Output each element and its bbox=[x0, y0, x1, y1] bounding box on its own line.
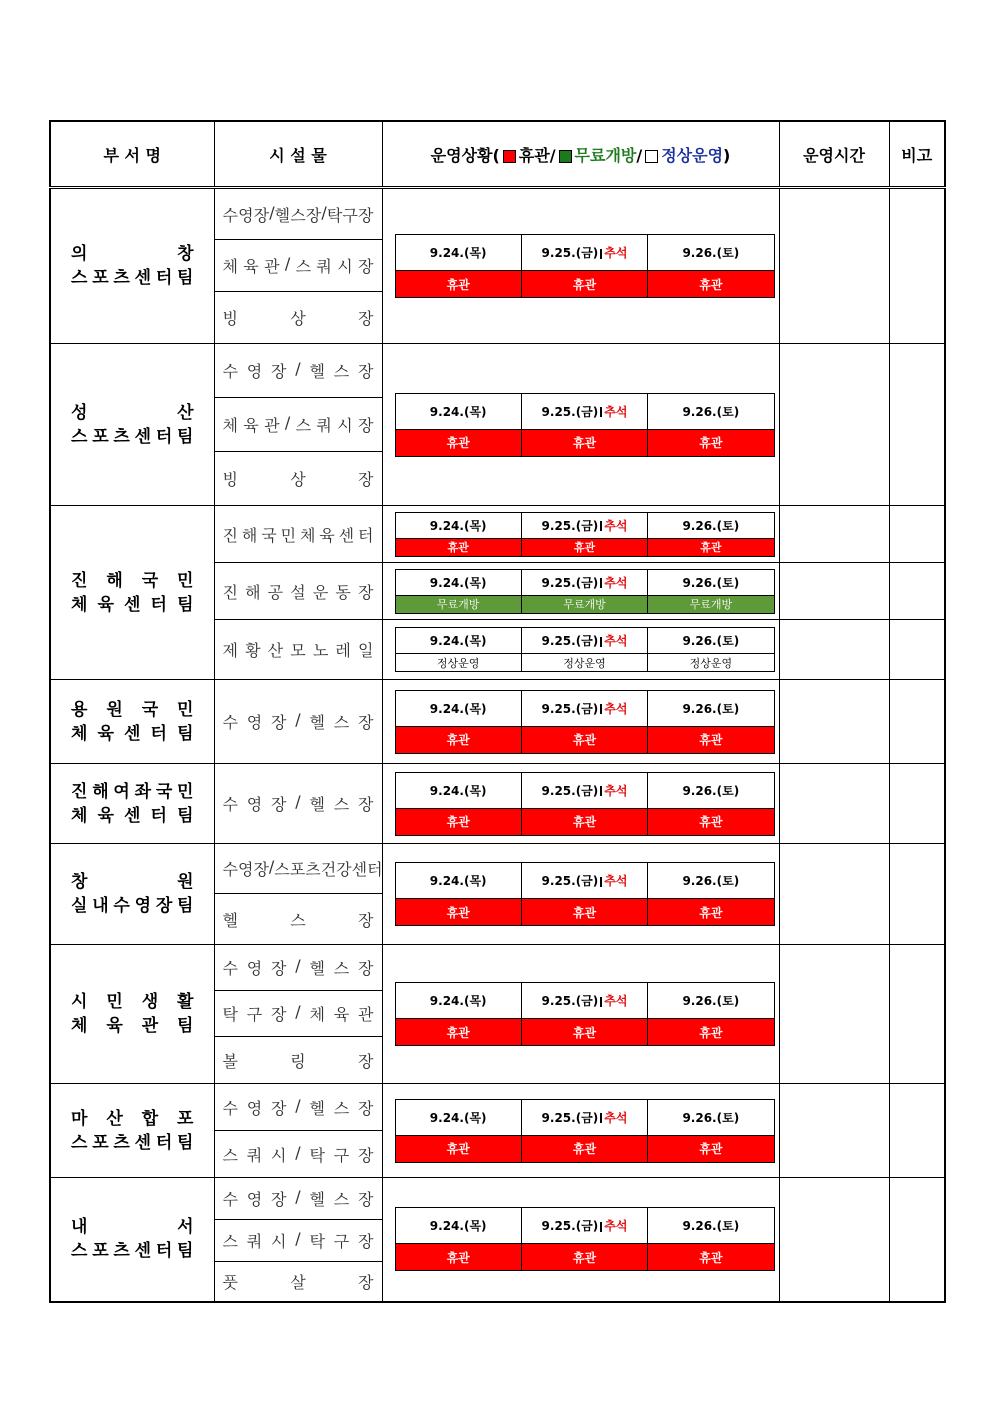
holiday-text: 추석 bbox=[604, 701, 628, 716]
status-cell: 휴관 bbox=[395, 808, 521, 835]
date-cell: 9.26.(토) bbox=[648, 393, 774, 429]
note-cell bbox=[889, 844, 945, 945]
facility-cell: 수 영 장 / 헬 스 장 bbox=[214, 344, 382, 398]
facility-cell: 진 해 국 민 체 육 센 터 bbox=[214, 506, 382, 563]
hours-cell bbox=[779, 680, 889, 764]
date-text: 9.25.(금) bbox=[541, 518, 599, 533]
dept-cell bbox=[50, 1178, 214, 1302]
date-cell bbox=[521, 690, 647, 726]
date-cell: 9.26.(토) bbox=[648, 690, 774, 726]
hours-cell bbox=[779, 844, 889, 945]
header-dept: 부 서 명 bbox=[50, 121, 214, 188]
holiday-text: 추석 bbox=[604, 634, 628, 648]
date-cell: 9.26.(토) bbox=[648, 1099, 774, 1135]
date-cell bbox=[521, 628, 647, 654]
header-facility: 시 설 물 bbox=[214, 121, 382, 188]
dept-line-1: 마 산 합 포 bbox=[71, 1108, 194, 1129]
facility-cell: 수 영 장 / 헬 스 장 bbox=[214, 764, 382, 844]
divider-bar bbox=[600, 407, 602, 417]
hours-cell bbox=[779, 563, 889, 620]
date-cell: 9.24.(목) bbox=[395, 569, 521, 595]
divider-bar bbox=[600, 249, 602, 259]
facility-cell: 스 쿼 시 / 탁 구 장 bbox=[214, 1131, 382, 1178]
note-cell bbox=[889, 1084, 945, 1178]
date-cell bbox=[521, 235, 647, 271]
dept-cell bbox=[50, 764, 214, 844]
facility-cell: 수 영 장 / 헬 스 장 bbox=[214, 945, 382, 991]
status-cell-wrap bbox=[382, 1084, 779, 1178]
divider-bar bbox=[600, 704, 602, 714]
dept-cell bbox=[50, 680, 214, 764]
date-cell bbox=[521, 569, 647, 595]
facility-cell: 수 영 장 / 헬 스 장 bbox=[214, 1178, 382, 1220]
free-legend-square-icon bbox=[559, 150, 572, 163]
status-mini-table bbox=[395, 234, 775, 298]
date-cell: 9.26.(토) bbox=[648, 235, 774, 271]
date-cell bbox=[521, 1099, 647, 1135]
facility-cell: 수 영 장 / 스 포 츠 건 강 센 터 bbox=[214, 844, 382, 894]
hours-cell bbox=[779, 344, 889, 506]
holiday-text: 추석 bbox=[604, 1110, 628, 1125]
holiday-text: 추석 bbox=[604, 518, 628, 533]
hours-cell bbox=[779, 188, 889, 344]
date-cell: 9.24.(목) bbox=[395, 1099, 521, 1135]
table-header-row bbox=[50, 121, 945, 188]
hours-cell bbox=[779, 1178, 889, 1302]
date-text: 9.25.(금) bbox=[541, 1219, 599, 1234]
status-cell: 무료개방 bbox=[521, 595, 647, 613]
header-hours: 운영시간 bbox=[779, 121, 889, 188]
hours-cell bbox=[779, 506, 889, 563]
date-text: 9.25.(금) bbox=[541, 994, 599, 1008]
status-cell: 휴관 bbox=[521, 899, 647, 926]
date-text: 9.25.(금) bbox=[541, 701, 599, 716]
status-cell-wrap bbox=[382, 620, 779, 680]
divider-bar bbox=[600, 877, 602, 887]
date-cell: 9.24.(목) bbox=[395, 690, 521, 726]
table-row bbox=[50, 188, 945, 240]
status-cell: 휴관 bbox=[521, 271, 647, 298]
divider-bar bbox=[600, 1222, 602, 1232]
hours-cell bbox=[779, 1084, 889, 1178]
date-text: 9.25.(금) bbox=[541, 634, 599, 648]
dept-line-2: 체 육 센 터 팀 bbox=[71, 723, 194, 744]
date-cell: 9.24.(목) bbox=[395, 628, 521, 654]
status-mini-table bbox=[395, 512, 775, 557]
status-cell: 휴관 bbox=[521, 429, 647, 456]
date-cell: 9.24.(목) bbox=[395, 393, 521, 429]
status-mini-table bbox=[395, 1099, 775, 1163]
date-cell: 9.24.(목) bbox=[395, 512, 521, 538]
dept-cell bbox=[50, 344, 214, 506]
dept-line-1: 진 해 여 좌 국 민 bbox=[71, 781, 194, 802]
hours-cell bbox=[779, 945, 889, 1084]
facility-cell: 체 육 관 / 스 쿼 시 장 bbox=[214, 240, 382, 292]
dept-cell bbox=[50, 945, 214, 1084]
note-cell bbox=[889, 764, 945, 844]
dept-line-1: 용 원 국 민 bbox=[71, 699, 194, 720]
date-cell: 9.26.(토) bbox=[648, 863, 774, 899]
status-cell: 정상운영 bbox=[395, 654, 521, 672]
status-mini-table bbox=[395, 627, 775, 672]
status-mini-table bbox=[395, 862, 775, 926]
date-cell: 9.26.(토) bbox=[648, 569, 774, 595]
header-legend-free: 무료개방 bbox=[574, 145, 637, 165]
facility-status-table bbox=[49, 120, 946, 1303]
date-text: 9.25.(금) bbox=[541, 575, 599, 590]
status-cell: 휴관 bbox=[395, 726, 521, 753]
dept-line-2: 체 육 센 터 팀 bbox=[71, 594, 194, 615]
status-cell: 휴관 bbox=[521, 1135, 647, 1162]
status-cell: 휴관 bbox=[395, 538, 521, 556]
hours-cell bbox=[779, 620, 889, 680]
facility-cell: 수 영 장 / 헬 스 장 bbox=[214, 1084, 382, 1131]
table-row bbox=[50, 344, 945, 398]
facility-cell: 체 육 관 / 스 쿼 시 장 bbox=[214, 398, 382, 452]
date-cell: 9.26.(토) bbox=[648, 772, 774, 808]
date-text: 9.25.(금) bbox=[541, 404, 599, 419]
holiday-text: 추석 bbox=[604, 783, 628, 798]
facility-status-document bbox=[49, 120, 944, 1303]
status-cell: 휴관 bbox=[521, 538, 647, 556]
divider-bar bbox=[600, 1113, 602, 1123]
facility-cell: 스 쿼 시 / 탁 구 장 bbox=[214, 1220, 382, 1262]
date-cell bbox=[521, 393, 647, 429]
status-cell: 정상운영 bbox=[521, 654, 647, 672]
status-cell-wrap bbox=[382, 506, 779, 563]
dept-line-2: 스 포 츠 센 터 팀 bbox=[71, 1241, 194, 1262]
note-cell bbox=[889, 680, 945, 764]
status-cell: 휴관 bbox=[648, 429, 774, 456]
header-note: 비고 bbox=[889, 121, 945, 188]
hours-cell bbox=[779, 764, 889, 844]
date-cell: 9.26.(토) bbox=[648, 983, 774, 1019]
status-cell: 무료개방 bbox=[395, 595, 521, 613]
status-cell: 휴관 bbox=[521, 808, 647, 835]
status-cell: 휴관 bbox=[648, 808, 774, 835]
table-row bbox=[50, 1084, 945, 1131]
header-legend-closed: 휴관/ bbox=[518, 145, 556, 165]
status-cell: 정상운영 bbox=[648, 654, 774, 672]
divider-bar bbox=[600, 637, 602, 647]
status-cell: 휴관 bbox=[395, 429, 521, 456]
holiday-text: 추석 bbox=[604, 404, 628, 419]
status-mini-table bbox=[395, 1207, 775, 1271]
divider-bar bbox=[600, 578, 602, 588]
date-cell bbox=[521, 983, 647, 1019]
date-cell: 9.26.(토) bbox=[648, 1208, 774, 1244]
date-cell: 9.24.(목) bbox=[395, 772, 521, 808]
status-cell: 휴관 bbox=[521, 1244, 647, 1271]
divider-bar bbox=[600, 997, 602, 1007]
status-cell-wrap bbox=[382, 844, 779, 945]
date-cell: 9.24.(목) bbox=[395, 863, 521, 899]
status-cell: 휴관 bbox=[648, 1135, 774, 1162]
status-cell-wrap bbox=[382, 1178, 779, 1302]
status-mini-table bbox=[395, 982, 775, 1046]
holiday-text: 추석 bbox=[604, 874, 628, 888]
dept-line-2: 스 포 츠 센 터 팀 bbox=[71, 268, 194, 288]
divider-bar bbox=[600, 521, 602, 531]
facility-cell: 제 황 산 모 노 레 일 bbox=[214, 620, 382, 680]
note-cell bbox=[889, 1178, 945, 1302]
status-cell: 휴관 bbox=[648, 1019, 774, 1046]
table-row bbox=[50, 680, 945, 764]
status-cell: 휴관 bbox=[395, 1019, 521, 1046]
date-cell: 9.24.(목) bbox=[395, 1208, 521, 1244]
status-cell: 휴관 bbox=[648, 271, 774, 298]
dept-cell bbox=[50, 506, 214, 680]
status-mini-table bbox=[395, 690, 775, 754]
header-legend-normal: 정상운영 bbox=[661, 145, 724, 165]
status-cell: 휴관 bbox=[648, 1244, 774, 1271]
date-text: 9.25.(금) bbox=[541, 246, 599, 260]
header-legend-sep: / bbox=[636, 145, 643, 165]
status-cell-wrap bbox=[382, 344, 779, 506]
status-cell-wrap bbox=[382, 563, 779, 620]
dept-line-2: 스 포 츠 센 터 팀 bbox=[71, 1132, 194, 1153]
note-cell bbox=[889, 344, 945, 506]
date-cell bbox=[521, 1208, 647, 1244]
status-mini-table bbox=[395, 393, 775, 457]
table-row bbox=[50, 764, 945, 844]
facility-cell: 빙 상 장 bbox=[214, 292, 382, 344]
date-text: 9.25.(금) bbox=[541, 1110, 599, 1125]
date-cell: 9.26.(토) bbox=[648, 512, 774, 538]
status-cell: 휴관 bbox=[648, 899, 774, 926]
status-cell: 휴관 bbox=[395, 899, 521, 926]
dept-cell bbox=[50, 844, 214, 945]
status-cell: 휴관 bbox=[395, 271, 521, 298]
dept-line-1: 창 원 bbox=[71, 872, 194, 892]
facility-cell: 헬 스 장 bbox=[214, 894, 382, 945]
header-status bbox=[382, 121, 779, 188]
divider-bar bbox=[600, 786, 602, 796]
dept-line-2: 체 육 관 팀 bbox=[71, 1016, 194, 1036]
holiday-text: 추석 bbox=[604, 994, 628, 1008]
header-status-suffix: ) bbox=[723, 145, 731, 165]
status-cell-wrap bbox=[382, 188, 779, 344]
status-cell: 휴관 bbox=[395, 1135, 521, 1162]
table-row bbox=[50, 844, 945, 894]
table-row bbox=[50, 1178, 945, 1220]
dept-line-1: 내 서 bbox=[71, 1217, 194, 1238]
dept-line-2: 실 내 수 영 장 팀 bbox=[71, 896, 194, 916]
table-row bbox=[50, 506, 945, 563]
date-cell bbox=[521, 512, 647, 538]
date-cell: 9.24.(목) bbox=[395, 235, 521, 271]
facility-cell: 수 영 장 / 헬 스 장 / 탁 구 장 bbox=[214, 188, 382, 240]
dept-line-1: 성 산 bbox=[71, 402, 194, 423]
status-cell: 휴관 bbox=[521, 1019, 647, 1046]
note-cell bbox=[889, 188, 945, 344]
status-cell-wrap bbox=[382, 680, 779, 764]
note-cell bbox=[889, 620, 945, 680]
holiday-text: 추석 bbox=[604, 1219, 628, 1234]
note-cell bbox=[889, 506, 945, 563]
dept-line-2: 스 포 츠 센 터 팀 bbox=[71, 426, 194, 447]
status-cell: 휴관 bbox=[648, 726, 774, 753]
note-cell bbox=[889, 945, 945, 1084]
status-cell: 휴관 bbox=[395, 1244, 521, 1271]
status-cell: 휴관 bbox=[648, 538, 774, 556]
facility-cell: 탁 구 장 / 체 육 관 bbox=[214, 991, 382, 1037]
date-text: 9.25.(금) bbox=[541, 874, 599, 888]
header-status-prefix: 운영상황( bbox=[430, 145, 500, 165]
status-mini-table bbox=[395, 569, 775, 614]
facility-cell: 풋 살 장 bbox=[214, 1262, 382, 1302]
date-text: 9.25.(금) bbox=[541, 783, 599, 798]
status-cell-wrap bbox=[382, 764, 779, 844]
date-cell: 9.24.(목) bbox=[395, 983, 521, 1019]
holiday-text: 추석 bbox=[604, 246, 628, 260]
dept-line-1: 시 민 생 활 bbox=[71, 992, 194, 1012]
facility-cell: 수 영 장 / 헬 스 장 bbox=[214, 680, 382, 764]
dept-line-1: 진 해 국 민 bbox=[71, 570, 194, 591]
normal-legend-square-icon bbox=[645, 150, 658, 163]
status-cell-wrap bbox=[382, 945, 779, 1084]
date-cell bbox=[521, 863, 647, 899]
closed-legend-square-icon bbox=[503, 150, 516, 163]
table-row bbox=[50, 945, 945, 991]
facility-cell: 빙 상 장 bbox=[214, 452, 382, 506]
dept-cell bbox=[50, 188, 214, 344]
facility-cell: 볼 링 장 bbox=[214, 1037, 382, 1084]
status-cell: 무료개방 bbox=[648, 595, 774, 613]
dept-line-1: 의 창 bbox=[71, 244, 194, 264]
status-cell: 휴관 bbox=[521, 726, 647, 753]
date-cell bbox=[521, 772, 647, 808]
note-cell bbox=[889, 563, 945, 620]
dept-cell bbox=[50, 1084, 214, 1178]
status-mini-table bbox=[395, 772, 775, 836]
holiday-text: 추석 bbox=[604, 575, 628, 590]
facility-cell: 진 해 공 설 운 동 장 bbox=[214, 563, 382, 620]
dept-line-2: 체 육 센 터 팀 bbox=[71, 805, 194, 826]
date-cell: 9.26.(토) bbox=[648, 628, 774, 654]
